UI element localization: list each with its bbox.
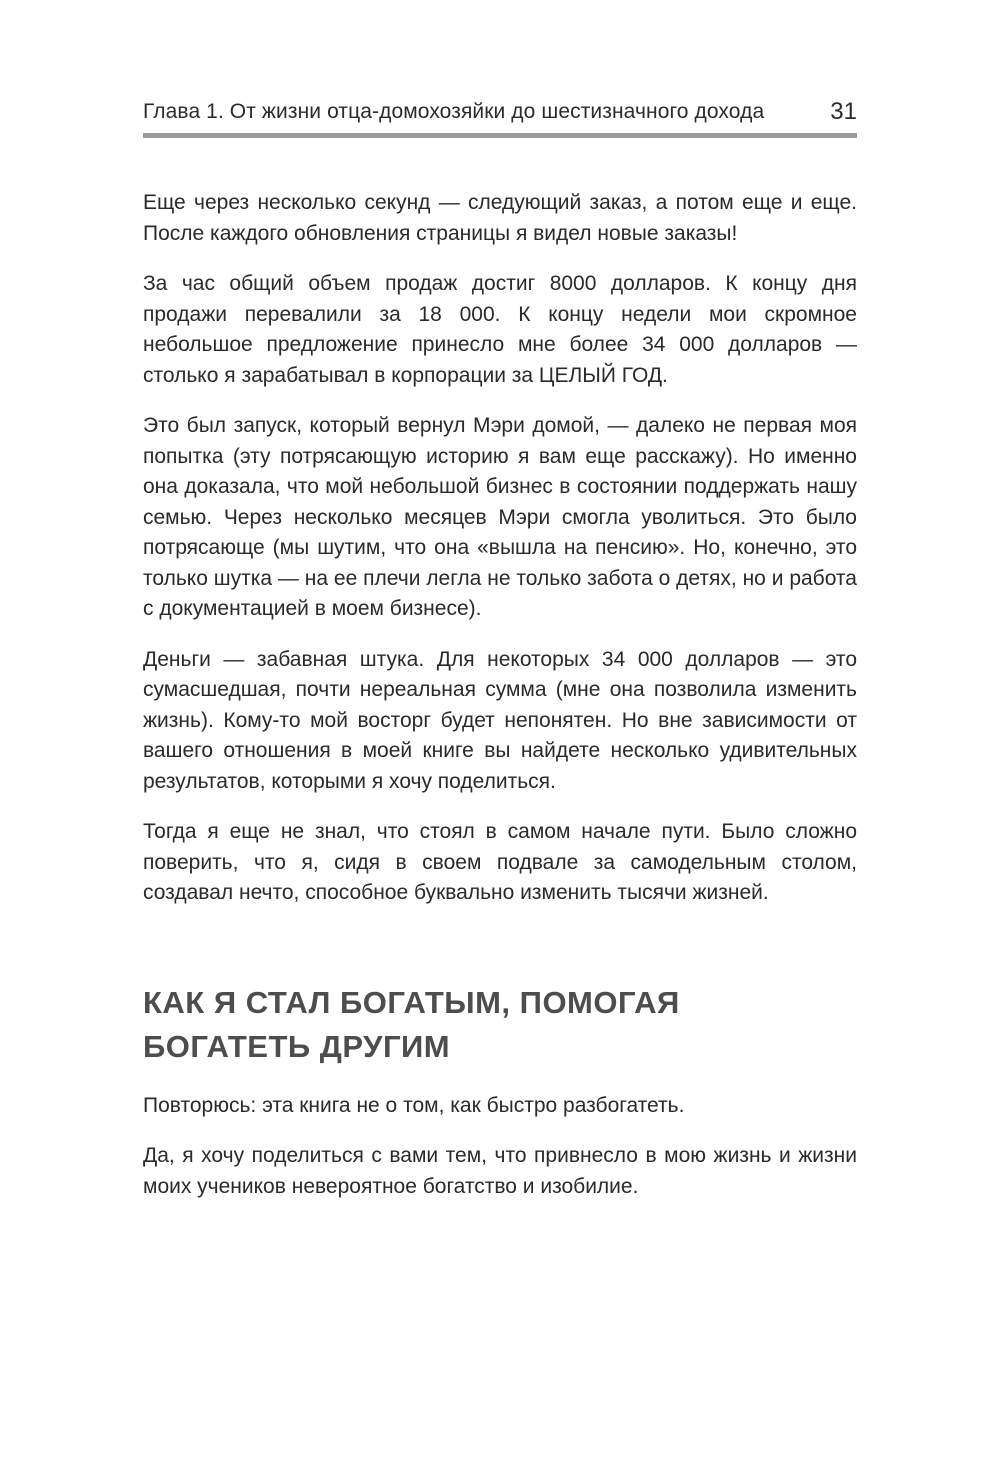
paragraph: За час общий объем продаж достиг 8000 долларов. К концу дня продажи перевалили за 18 000. К концу недели мои скромное небольшое предложение принесло мне более 34 000 долларов — столько я зарабатывал в корпорации за ЦЕЛЫЙ ГОД.: [143, 272, 857, 387]
section-heading-line: КАК Я СТАЛ БОГАТЫМ, ПОМОГАЯ: [143, 984, 680, 1020]
paragraph: Это был запуск, который вернул Мэри домой, — далеко не первая моя попытка (эту потрясающую историю я вам еще расскажу). Но именно она доказала, что мой небольшой бизнес в состоянии поддержать нашу семью. Через несколько месяцев Мэри смогла уволиться. Это было потрясающе (мы шутим, что она «вышла на пенсию». Но, конечно, это только шутка — на ее плечи легла не только забота о детях, но и работа с документацией в моем бизнесе).: [143, 414, 857, 620]
paragraph: Повторюсь: эта книга не о том, как быстро разбогатеть.: [143, 1093, 685, 1117]
page-body: [143, 188, 857, 1222]
paragraph: Да, я хочу поделиться с вами тем, что привнесло в мою жизнь и жизни моих учеников невероятное богатство и изобилие.: [143, 1144, 857, 1198]
page-header: [143, 96, 857, 132]
section-heading: [143, 981, 857, 1069]
paragraph: Тогда я еще не знал, что стоял в самом начале пути. Было сложно поверить, что я, сидя в своем подвале за самодельным столом, создавал нечто, способное буквально изменить тысячи жизней.: [143, 820, 857, 904]
paragraph: Еще через несколько секунд — следующий заказ, а потом еще и еще. После каждого обновления страницы я видел новые заказы!: [143, 191, 857, 245]
page-number: 31: [830, 98, 857, 125]
running-title: Глава 1. От жизни отца-домохозяйки до шестизначного дохода: [143, 100, 765, 123]
header-divider: [143, 133, 857, 138]
paragraph: Деньги — забавная штука. Для некоторых 34 000 долларов — это сумасшедшая, почти нереальная сумма (мне она позволила изменить жизнь). Кому-то мой восторг будет непонятен. Но вне зависимости от вашего отношения в моей книге вы найдете несколько удивительных результатов, которыми я хочу поделиться.: [143, 647, 857, 793]
section-heading-line: БОГАТЕТЬ ДРУГИМ: [143, 1028, 451, 1064]
